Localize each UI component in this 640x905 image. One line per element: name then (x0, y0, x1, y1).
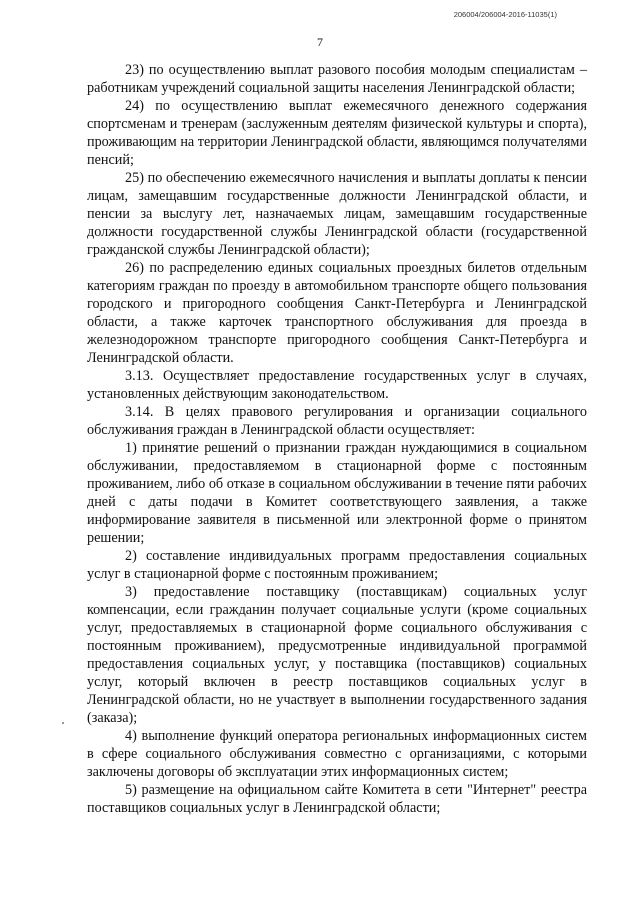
paragraph-3-14: 3.14. В целях правового регулирования и организации социального обслуживания граждан в Ленинградской области осуществляет: (87, 404, 587, 438)
paragraph-3-13: 3.13. Осуществляет предоставление государственных услуг в случаях, установленных действующим законодательством. (87, 368, 587, 402)
paragraph-item-5: 5) размещение на официальном сайте Комитета в сети "Интернет" реестра поставщиков социальных услуг в Ленинградской области; (87, 782, 587, 816)
document-id: 206004/206004-2016-11035(1) (453, 10, 557, 19)
scan-speck (62, 722, 64, 724)
paragraph-23: 23) по осуществлению выплат разового пособия молодым специалистам – работникам учреждений социальной защиты населения Ленинградской области; (87, 62, 587, 96)
paragraph-item-4: 4) выполнение функций оператора региональных информационных систем в сфере социального обслуживания совместно с организациями, с которыми заключены договоры об эксплуатации этих информационных систем; (87, 728, 587, 780)
document-body (87, 61, 587, 817)
paragraph-item-3: 3) предоставление поставщику (поставщикам) социальных услуг компенсации, если гражданин получает социальные услуги (кроме социальных услуг, предоставляемых в стационарной форме социального обслуживания с постоянным проживанием), предусмотренные индивидуальной программой предоставления социальных услуг, у поставщика (поставщиков) социальных услуг, который включен в реестр поставщиков социальных услуг в Ленинградской области, но не участвует в выполнении государственного задания (заказа); (87, 584, 587, 726)
paragraph-24: 24) по осуществлению выплат ежемесячного денежного содержания спортсменам и тренерам (заслуженным деятелям физической культуры и спорта), проживающим на территории Ленинградской области, являющимся получателями пенсий; (87, 98, 587, 168)
paragraph-26: 26) по распределению единых социальных проездных билетов отдельным категориям граждан по проезду в автомобильном транспорте общего пользования городского и пригородного сообщения Санкт-Петербурга и Ленинградской области, а также карточек транспортного обслуживания для проезда в железнодорожном транспорте пригородного сообщения Санкт-Петербурга и Ленинградской области. (87, 260, 587, 366)
paragraph-25: 25) по обеспечению ежемесячного начисления и выплаты доплаты к пенсии лицам, замещавшим государственные должности Ленинградской области, и пенсии за выслугу лет, назначаемых лицам, замещавшим государственные должности государственной службы Ленинградской области (государственной гражданской службы Ленинградской области); (87, 170, 587, 258)
page-number: 7 (317, 35, 323, 49)
paragraph-item-1: 1) принятие решений о признании граждан нуждающимися в социальном обслуживании, предоставляемом в стационарной форме с постоянным проживанием, либо об отказе в социальном обслуживании в течение пяти рабочих дней с даты подачи в Комитет соответствующего заявления, а также информирование заявителя в письменной или электронной форме о принятом решении; (87, 440, 587, 546)
paragraph-item-2: 2) составление индивидуальных программ предоставления социальных услуг в стационарной форме с постоянным проживанием; (87, 548, 587, 582)
